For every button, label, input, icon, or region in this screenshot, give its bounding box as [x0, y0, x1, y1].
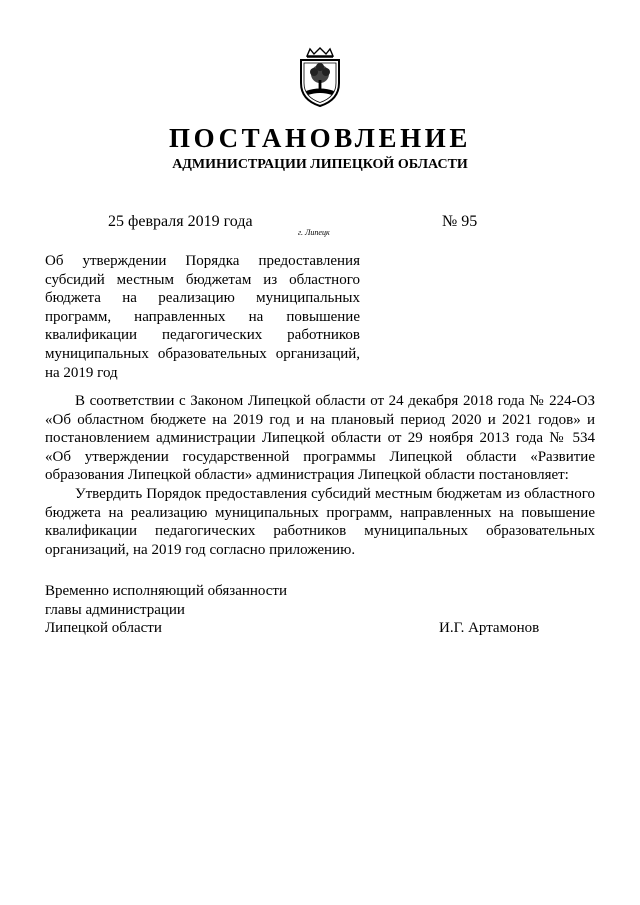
coat-of-arms-icon [294, 47, 346, 109]
document-subject: Об утверждении Порядка предоставления субсидий местным бюджетам из областного бюджета на реализацию муниципальных программ, направленных на повышение квалификации педагогических работников муниципальных образовательных организаций, на 2019 год [45, 253, 360, 381]
signatory-name: И.Г. Артамонов [439, 620, 540, 636]
document-number: № 95 [442, 213, 478, 230]
body-paragraph: Утвердить Порядок предоставления субсидий местным бюджетам из областного бюджета на реализацию муниципальных программ, направленных на повышение квалификации педагогических работников муниципальных образовательных организаций, на 2019 год согласно приложению. [45, 485, 595, 558]
document-body [45, 392, 595, 559]
signature-position-line: Липецкой области [45, 620, 162, 637]
signature-position [45, 582, 345, 638]
document-subtitle: АДМИНИСТРАЦИИ ЛИПЕЦКОЙ ОБЛАСТИ [172, 157, 468, 172]
document-date: 25 февраля 2019 года [108, 213, 253, 230]
body-paragraph: В соответствии с Законом Липецкой области от 24 декабря 2018 года № 224-ОЗ «Об областном бюджете на 2019 год и на плановый период 2020 и 2021 годов» и постановлением администрации Липецкой области от 29 ноября 2013 года № 534 «Об утверждении государственной программы Липецкой области «Развитие образования Липецкой области» администрация Липецкой области постановляет: [45, 393, 595, 484]
document-title: ПОСТАНОВЛЕНИЕ [169, 123, 471, 153]
signature-position-line: Временно исполняющий обязанности [45, 583, 288, 599]
signature-position-line: главы администрации [45, 601, 185, 618]
document-city: г. Липецк [298, 228, 330, 237]
